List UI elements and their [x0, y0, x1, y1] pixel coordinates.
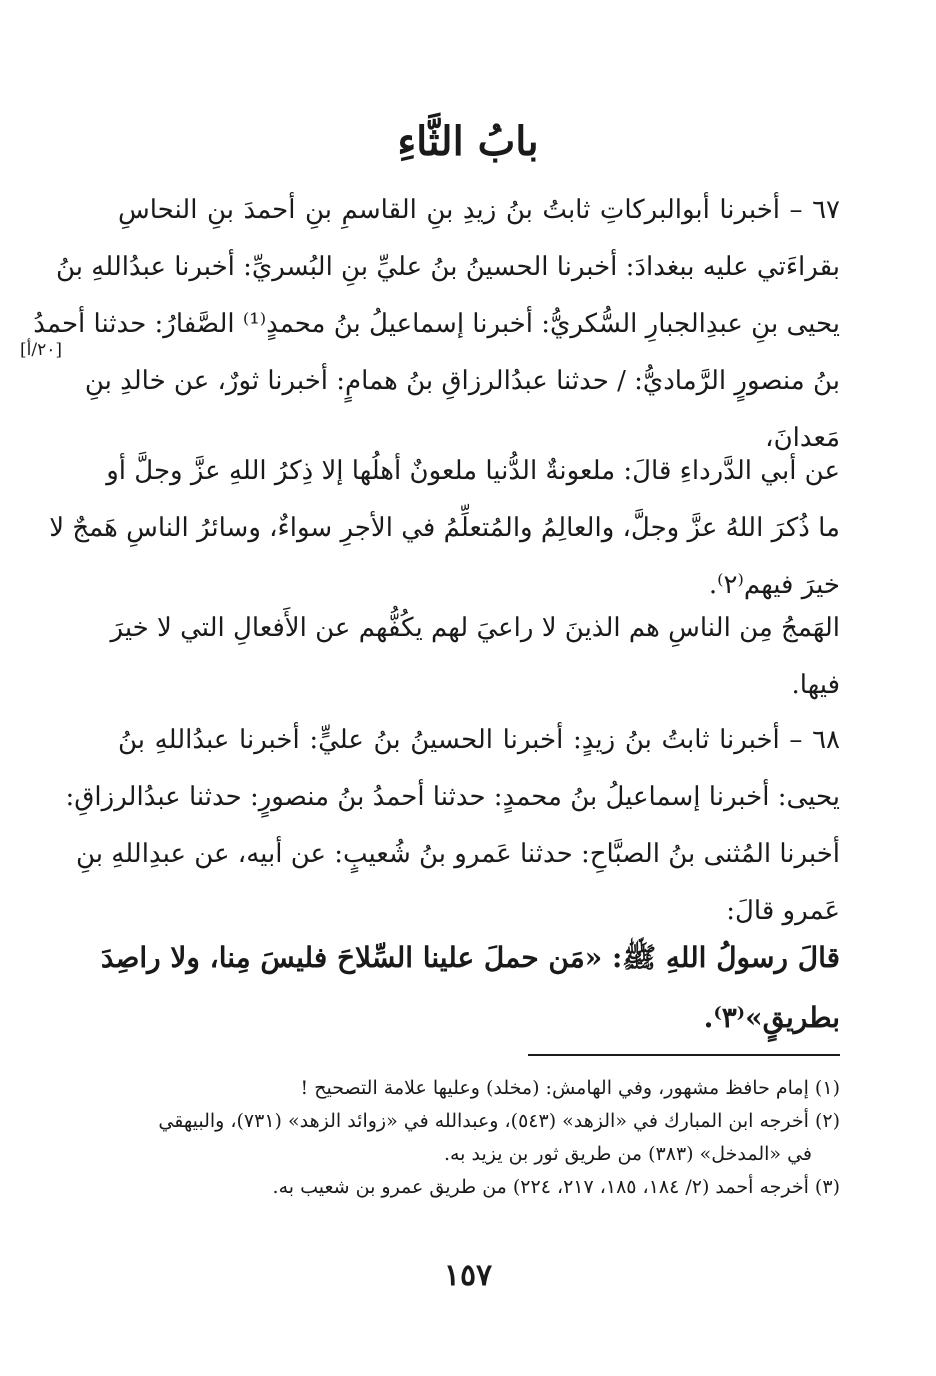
text-line: الهَمجُ مِن الناسِ هم الذينَ لا راعيَ لهم يكُفُّهم عن الأَفعالِ التي لا خيرَ — [110, 613, 840, 643]
text-line: بطريقٍ»⁽٣⁾. — [703, 1001, 840, 1034]
footnote-2: (٢) أخرجه ابن المبارك في «الزهد» (٥٤٣)، وعبدالله في «زوائد الزهد» (٧٣١)، والبيهقي — [158, 1110, 840, 1132]
page-number: ١٥٧ — [443, 1258, 493, 1293]
text-line: ٦٧ – أخبرنا أبوالبركاتِ ثابتُ بنُ زيدِ بنِ القاسمِ بنِ أحمدَ بنِ النحاسِ — [118, 195, 840, 225]
footnote-separator — [528, 1054, 840, 1056]
footnote-1: (١) إمام حافظ مشهور، وفي الهامش: (مخلد) وعليها علامة التصحيح ! — [300, 1077, 840, 1099]
manuscript-folio-reference: [٢٠/أ] — [20, 340, 62, 360]
text-line: عن أبي الدَّرداءِ قالَ: ملعونةٌ الدُّنيا ملعونٌ أهلُها إلا ذِكرُ اللهِ عزَّ وجلَّ أو — [106, 456, 840, 486]
text-line: يحيى بنِ عبدِالجبارِ السُّكريُّ: أخبرنا إسماعيلُ بنُ محمدٍ⁽¹⁾ الصَّفارُ: حدثنا أحمدُ — [33, 309, 840, 339]
text-line: عَمرو قالَ: — [726, 896, 840, 926]
entry-68-isnad — [65, 712, 840, 940]
text-line: بنُ منصورٍ الرَّماديُّ: / حدثنا عبدُالرزاقِ بنُ همامٍ: أخبرنا ثورٌ، عن خالدِ بنِ — [84, 366, 840, 396]
footnote-3: (٣) أخرجه أحمد (٢/ ١٨٤، ١٨٥، ٢١٧، ٢٢٤) من طريق عمرو بن شعيب به. — [272, 1176, 840, 1198]
text-line: خيرَ فيهم⁽٢⁾. — [708, 570, 840, 600]
entry-67-matn — [49, 443, 840, 614]
text-line: فيها. — [791, 670, 840, 700]
footnote-2-continued: في «المدخل» (٣٨٣) من طريق ثور بن يزيد به. — [443, 1143, 812, 1165]
footnotes — [118, 1072, 840, 1204]
chapter-title: بابُ الثَّاءِ — [397, 118, 539, 165]
text-line: بقراءَتي عليه ببغدادَ: أخبرنا الحسينُ بنُ عليِّ بنِ البُسريِّ: أخبرنا عبدُاللهِ بنُ — [55, 252, 840, 282]
text-line: مَعدانَ، — [765, 423, 840, 453]
entry-68-hadith — [100, 928, 840, 1048]
text-line: ما ذُكرَ اللهُ عزَّ وجلَّ، والعالِمُ والمُتعلِّمُ في الأجرِ سواءٌ، وسائرُ الناسِ هَمجٌ لا — [49, 513, 840, 543]
entry-67-explanation — [110, 600, 840, 714]
text-line: يحيى: أخبرنا إسماعيلُ بنُ محمدٍ: حدثنا أحمدُ بنُ منصورٍ: حدثنا عبدُالرزاقِ: — [65, 782, 840, 812]
text-line: قالَ رسولُ اللهِ ﷺ: «مَن حملَ علينا السِّلاحَ فليسَ مِنا، ولا راصِدَ — [100, 941, 840, 974]
text-line: أخبرنا المُثنى بنُ الصبَّاحِ: حدثنا عَمرو بنُ شُعيبٍ: عن أبيه، عن عبدِاللهِ بنِ — [75, 839, 840, 869]
text-line: ٦٨ – أخبرنا ثابتُ بنُ زيدٍ: أخبرنا الحسينُ بنُ عليٍّ: أخبرنا عبدُاللهِ بنُ — [118, 725, 840, 755]
